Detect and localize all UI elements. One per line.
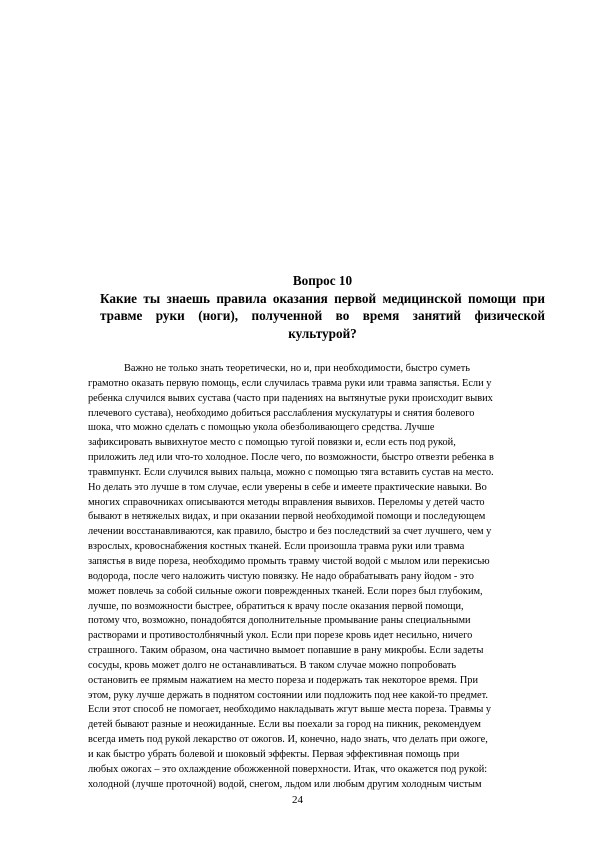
text-line: остановить ее прямым нажатием на место пореза и подержать так некоторое время. При: [88, 674, 479, 686]
text-line: Но делать это лучше в том случае, если уверены в себе и имеете практические навыки. Во: [88, 481, 487, 493]
text-line: Важно не только знать теоретически, но и, при необходимости, быстро суметь: [124, 363, 470, 374]
question-number: Вопрос 10: [292, 273, 353, 288]
text-line: запястья в виде пореза, необходимо промыть травму чистой водой с мылом или перекисью: [88, 555, 490, 567]
text-line: холодной (лучше проточной) водой, снегом, льдом или любым другим холодным чистым: [88, 778, 482, 790]
page-number: 24: [292, 794, 303, 806]
text-line: лечении восстанавливаются, как правило, быстро и без последствий за счет лучшего, чем у: [88, 526, 492, 538]
text-line: страшного. Таким образом, она частично вымоет попавшие в рану микробы. Если задеты: [88, 645, 484, 657]
text-line: этом, руку лучше держать в поднятом состоянии или подложить под нее какой-то предмет.: [88, 689, 488, 701]
text-line: растворами и противостолбнячный укол. Если при порезе кровь идет несильно, ничего: [88, 630, 473, 642]
text-line: бывают в нетяжелых видах, и при оказании первой необходимой помощи и последующем: [88, 511, 486, 523]
question-heading: [100, 272, 545, 342]
text-line: лучше, по возможности быстрее, обратиться к врачу после оказания первой помощи,: [88, 600, 464, 612]
text-line: травмпункт. Если случился вывих пальца, можно с помощью тяга вставить сустав на место.: [88, 466, 494, 478]
text-line: сосуды, кровь может долго не останавливаться. В таком случае можно попробовать: [88, 659, 457, 671]
question-title: Какие ты знаешь правила оказания первой медицинской помощи при травме руки (ноги), полученной во время занятий физической культурой?: [100, 290, 545, 341]
text-line: всегда иметь под рукой лекарство от ожогов. И, конечно, надо знать, что делать при ожоге,: [88, 734, 488, 746]
text-line: зафиксировать вывихнутое место с помощью тугой повязки и, если есть под рукой,: [88, 437, 456, 449]
answer-text: [88, 362, 541, 792]
text-line: любых ожогах – это охлаждение обожженной поверхности. Итак, что окажется под рукой:: [88, 763, 488, 775]
text-line: потому что, возможно, понадобятся дополнительные промывание раны специальными: [88, 615, 471, 627]
text-line: может повлечь за собой сильные ожоги поврежденных тканей. Если порез был глубоким,: [88, 585, 483, 597]
text-line: детей бывают разные и неожиданные. Если вы поехали за город на пикник, рекомендуем: [88, 719, 481, 731]
text-line: Если этот способ не помогает, необходимо накладывать жгут выше места пореза. Травмы у: [88, 704, 492, 716]
text-line: плечевого сустава), необходимо добиться расслабления мускулатуры и снятия болевого: [88, 407, 475, 419]
text-line: приложить лед или что-то холодное. После чего, по возможности, быстро отвезти ребенка в: [88, 452, 494, 464]
text-line: грамотно оказать первую помощь, если случилась травма руки или травма запястья. Если у: [88, 377, 492, 389]
text-line: многих справочниках описываются методы вправления вывихов. Переломы у детей часто: [88, 496, 485, 508]
text-line: взрослых, кровоснабжения костных тканей. Если произошла травма руки или травма: [88, 541, 465, 553]
text-line: ребенка случился вывих сустава (часто при падениях на вытянутые руки происходит вывих: [88, 392, 493, 404]
text-line: водорода, после чего наложить чистую повязку. Не надо обрабатывать рану йодом - это: [88, 570, 474, 582]
text-line: и как быстро убрать болевой и шоковый эффекты. Первая эффективная помощь при: [88, 748, 460, 760]
text-line: шока, что можно сделать с помощью укола обезболивающего средства. Лучше: [88, 422, 435, 434]
